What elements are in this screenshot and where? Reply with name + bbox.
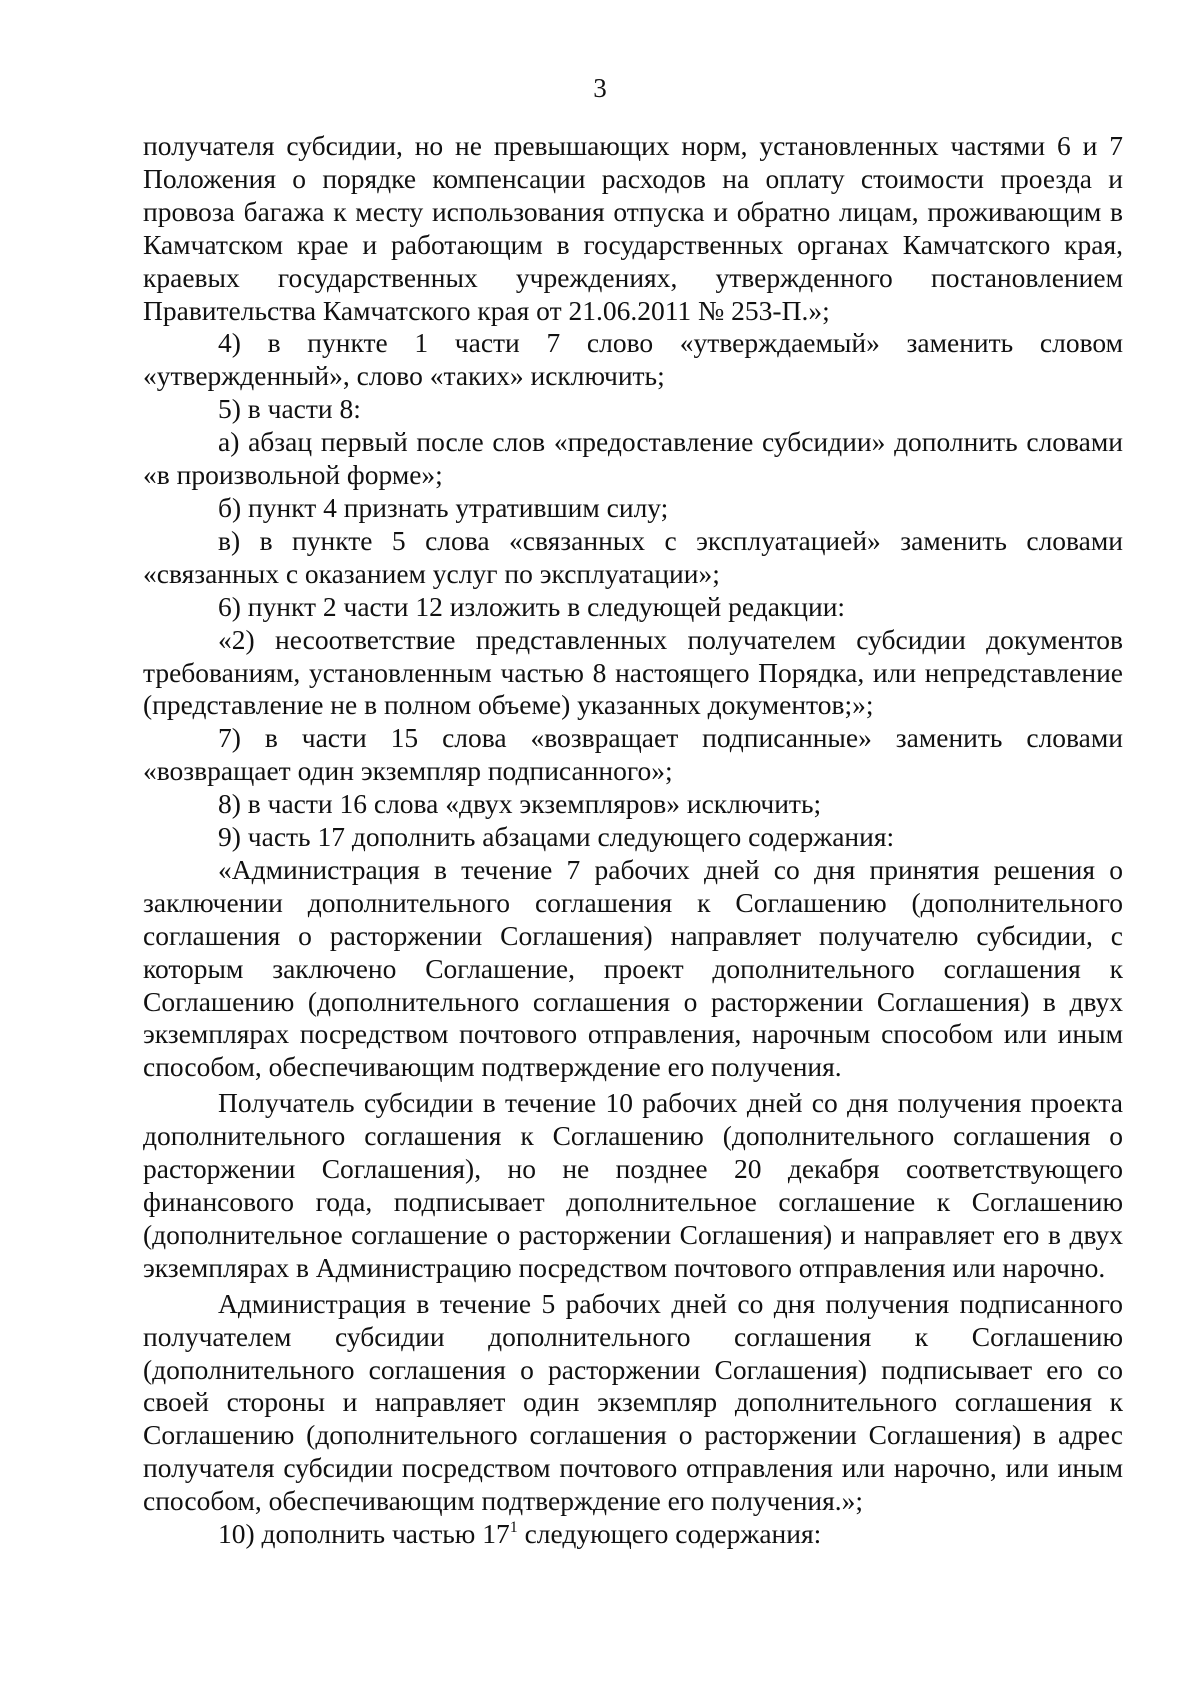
paragraph-item-10 xyxy=(143,1518,1123,1551)
paragraph-item-4: 4) в пункте 1 части 7 слово «утверждаемый» заменить словом «утвержденный», слово «таких» исключить; xyxy=(143,327,1123,392)
paragraph-item-10-text-before: 10) дополнить частью 17 xyxy=(218,1518,510,1550)
paragraph-item-9-quote-3: Администрация в течение 5 рабочих дней со дня получения подписанного получателем субсидии дополнительного соглашения к Соглашению (дополнительного соглашения о расторжении Соглашения) подписывает его со своей стороны и направляет один экземпляр дополнительного соглашения к Соглашению (дополнительного соглашения о расторжении Соглашения) в адрес получателя субсидии посредством почтового отправления или нарочно, или иным способом, обеспечивающим подтверждение его получения.»; xyxy=(143,1287,1123,1517)
paragraph-item-8: 8) в части 16 слова «двух экземпляров» исключить; xyxy=(218,788,822,820)
paragraph-item-5b: б) пункт 4 признать утратившим силу; xyxy=(218,491,669,523)
paragraph-item-9-quote-1: «Администрация в течение 7 рабочих дней со дня принятия решения о заключении дополнительного соглашения к Соглашению (дополнительного соглашения о расторжении Соглашения) направляет получателю субсидии, с которым заключено Соглашение, проект дополнительного соглашения к Соглашению (дополнительного соглашения о расторжении Соглашения) в двух экземплярах посредством почтового отправления, нарочным способом или иным способом, обеспечивающим подтверждение его получения. xyxy=(143,853,1123,1083)
paragraph-item-7: 7) в части 15 слова «возвращает подписанные» заменить словами «возвращает один экземпляр подписанного»; xyxy=(143,722,1123,787)
superscript-index: 1 xyxy=(509,1518,518,1536)
page-number: 3 xyxy=(593,73,607,103)
paragraph-item-5: 5) в части 8: xyxy=(218,393,361,425)
paragraph-continuation: получателя субсидии, но не превышающих норм, установленных частями 6 и 7 Положения о порядке компенсации расходов на оплату стоимости проезда и провоза багажа к месту использования отпуска и обратно лицам, проживающим в Камчатском крае и работающим в государственных органах Камчатского края, краевых государственных учреждениях, утвержденного постановлением Правительства Камчатского края от 21.06.2011 № 253-П.»; xyxy=(143,130,1123,326)
paragraph-item-9: 9) часть 17 дополнить абзацами следующего содержания: xyxy=(218,821,895,853)
paragraph-item-5a: а) абзац первый после слов «предоставление субсидии» дополнить словами «в произвольной форме»; xyxy=(143,426,1123,491)
document-body xyxy=(143,130,1123,1551)
paragraph-item-6-quote: «2) несоответствие представленных получателем субсидии документов требованиям, установленным частью 8 настоящего Порядка, или непредставление (представление не в полном объеме) указанных документов;»; xyxy=(143,623,1123,721)
paragraph-item-9-quote-2: Получатель субсидии в течение 10 рабочих дней со дня получения проекта дополнительного соглашения к Соглашению (дополнительного соглашения о расторжении Соглашения), но не позднее 20 декабря соответствующего финансового года, подписывает дополнительное соглашение к Соглашению (дополнительное соглашение о расторжении Соглашения) и направляет его в двух экземплярах в Администрацию посредством почтового отправления или нарочно. xyxy=(143,1087,1123,1283)
paragraph-item-10-text-after: следующего содержания: xyxy=(517,1518,822,1550)
paragraph-item-5v: в) в пункте 5 слова «связанных с эксплуатацией» заменить словами «связанных с оказанием услуг по эксплуатации»; xyxy=(143,524,1123,589)
paragraph-item-6: 6) пункт 2 части 12 изложить в следующей редакции: xyxy=(218,590,846,622)
